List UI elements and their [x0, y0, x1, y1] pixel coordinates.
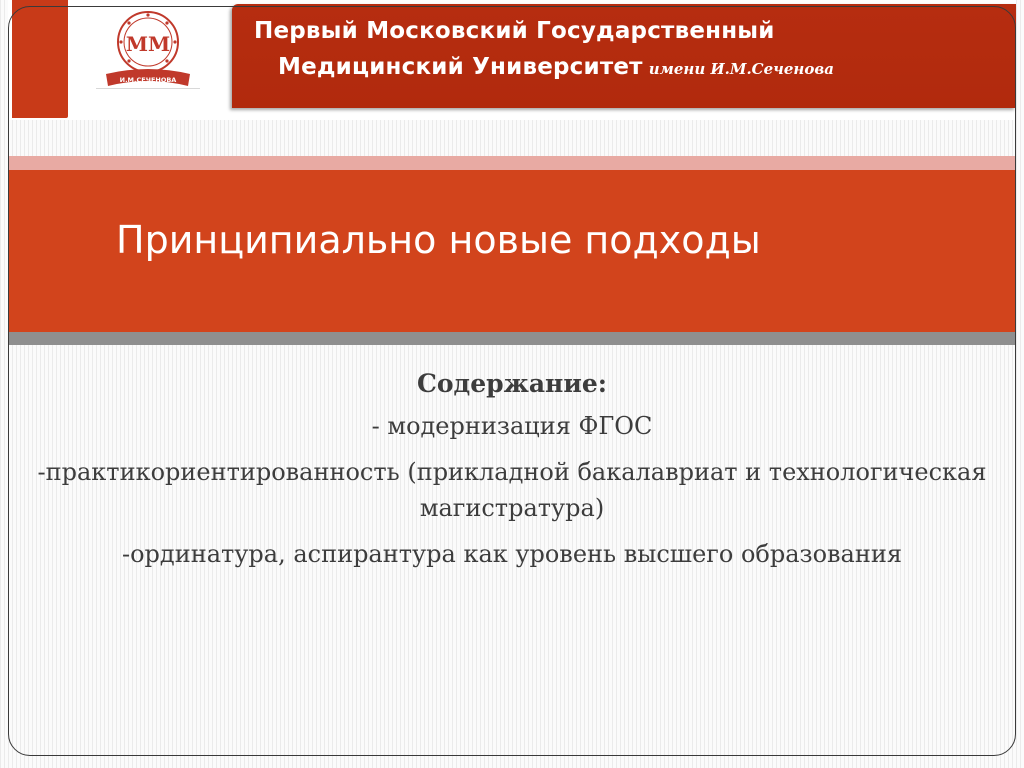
university-name-line2-main: Медицинский Университет [278, 54, 643, 80]
university-name-suffix: имени И.М.Сеченова [648, 60, 834, 78]
left-accent-panel [12, 0, 68, 118]
seal-underline [96, 88, 200, 89]
slide-title: Принципиально новые подходы [116, 218, 761, 262]
university-seal-icon [92, 2, 204, 96]
university-name-line1: Первый Московский Государственный [254, 18, 775, 44]
content-heading: Содержание: [416, 369, 608, 398]
pink-divider [8, 156, 1016, 170]
list-item: -ординатура, аспирантура как уровень высшего образования [122, 540, 902, 568]
content-body [30, 364, 994, 582]
list-item: -практикориентированность (прикладной бакалавриат и технологическая магистратура) [37, 458, 987, 522]
list-item: - модернизация ФГОС [371, 412, 653, 440]
seal-text: И.М.СЕЧЕНОВА [119, 76, 177, 84]
university-name-line2 [278, 54, 834, 80]
gray-divider [8, 332, 1016, 345]
university-banner [232, 4, 1016, 108]
seal-monogram: ММ [125, 32, 171, 56]
